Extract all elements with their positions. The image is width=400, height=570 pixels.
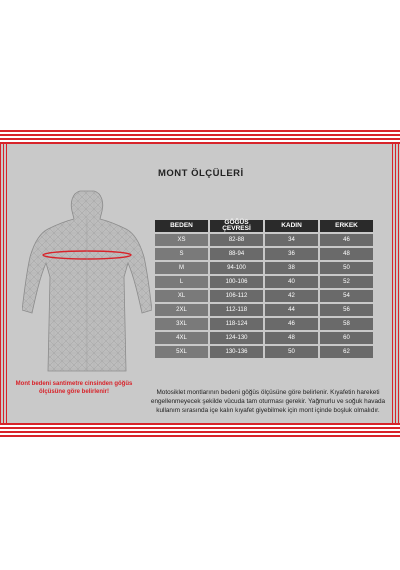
table-cell: 112-118 [210, 304, 263, 316]
column-header: ERKEK [320, 220, 373, 232]
table-cell: L [155, 276, 208, 288]
table-cell: 50 [265, 346, 318, 358]
table-cell: 54 [320, 290, 373, 302]
column-header: GÖĞÜS ÇEVRESİ [210, 220, 263, 232]
table-cell: XS [155, 234, 208, 246]
table-cell: 60 [320, 332, 373, 344]
body-mannequin-icon [22, 185, 152, 375]
table-cell: 100-106 [210, 276, 263, 288]
table-cell: 4XL [155, 332, 208, 344]
description-text: Motosiklet montlarının bedeni göğüs ölçüsüne göre belirlenir. Kıyafetin hareketi engellenmeyecek şekilde vücuda tam oturması gerekir. Yağmurlu ve soğuk havada kullanım sırasında içe kalın kıyafet giyebilmek için mont içinde boşluk olmalıdır. [150, 389, 386, 414]
table-cell: 48 [265, 332, 318, 344]
page-title: MONT ÖLÇÜLERİ [158, 168, 244, 179]
table-row [155, 346, 373, 358]
table-cell: M [155, 262, 208, 274]
table-row [155, 290, 373, 302]
table-cell: 2XL [155, 304, 208, 316]
table-cell: 94-100 [210, 262, 263, 274]
table-cell: S [155, 248, 208, 260]
table-cell: 40 [265, 276, 318, 288]
table-cell: 46 [320, 234, 373, 246]
table-cell: 82-88 [210, 234, 263, 246]
size-note: Mont bedeni santimetre cinsinden göğüs ölçüsüne göre belirlenir! [15, 381, 133, 395]
table-cell: 38 [265, 262, 318, 274]
table-cell: 48 [320, 248, 373, 260]
size-table [153, 218, 375, 360]
table-cell: 106-112 [210, 290, 263, 302]
table-cell: 50 [320, 262, 373, 274]
table-row [155, 276, 373, 288]
table-cell: 124-130 [210, 332, 263, 344]
table-cell: XL [155, 290, 208, 302]
table-row [155, 304, 373, 316]
table-row [155, 234, 373, 246]
table-cell: 58 [320, 318, 373, 330]
table-cell: 130-136 [210, 346, 263, 358]
table-cell: 62 [320, 346, 373, 358]
table-header-row [155, 220, 373, 232]
table-cell: 46 [265, 318, 318, 330]
table-cell: 34 [265, 234, 318, 246]
table-cell: 118-124 [210, 318, 263, 330]
table-cell: 36 [265, 248, 318, 260]
table-cell: 3XL [155, 318, 208, 330]
column-header: KADIN [265, 220, 318, 232]
table-cell: 44 [265, 304, 318, 316]
table-cell: 56 [320, 304, 373, 316]
bottom-stripes [0, 423, 400, 437]
table-cell: 5XL [155, 346, 208, 358]
table-row [155, 332, 373, 344]
table-row [155, 248, 373, 260]
column-header: BEDEN [155, 220, 208, 232]
top-stripes [0, 130, 400, 144]
table-cell: 52 [320, 276, 373, 288]
table-cell: 42 [265, 290, 318, 302]
table-row [155, 318, 373, 330]
table-row [155, 262, 373, 274]
table-cell: 88-94 [210, 248, 263, 260]
